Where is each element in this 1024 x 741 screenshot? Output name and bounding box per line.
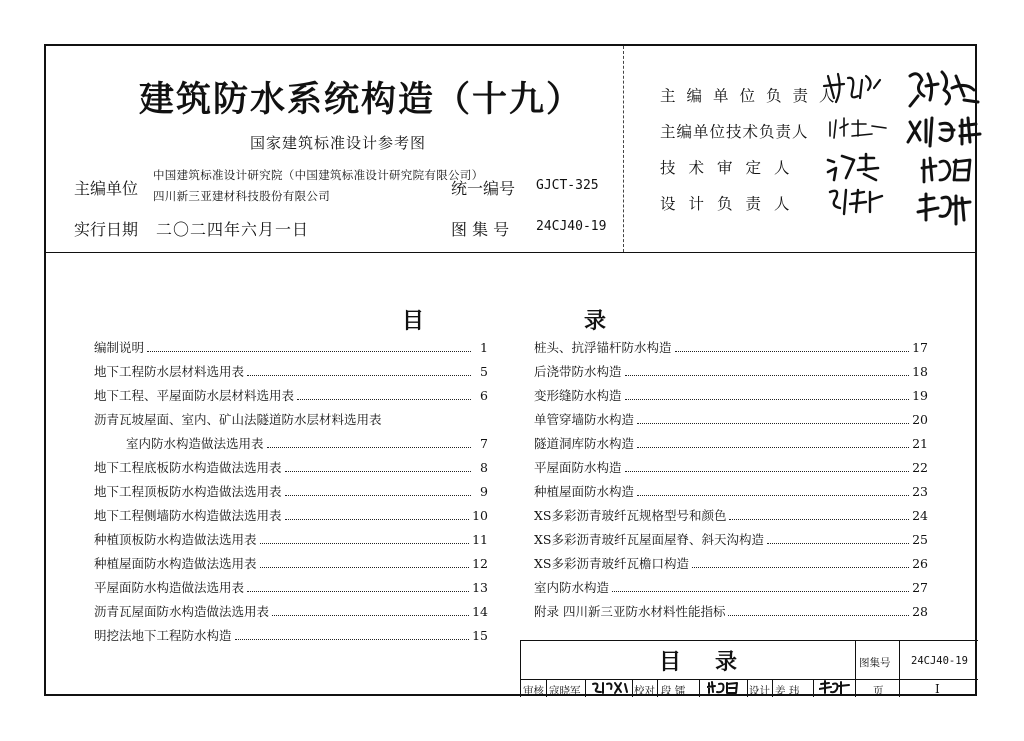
title-block-divider — [899, 641, 900, 697]
toc-entry[interactable] — [534, 580, 928, 596]
check-label: 校对 — [634, 685, 655, 697]
toc-entry[interactable] — [94, 460, 488, 476]
toc-entry[interactable] — [94, 364, 488, 380]
title-block-divider — [772, 679, 773, 697]
resp-label-1: 主编单位负责人 — [660, 87, 846, 105]
toc-entry-page: 23 — [912, 484, 928, 499]
toc-entry-text: 沥青瓦坡屋面、室内、矿山法隧道防水层材料选用表 — [94, 412, 382, 427]
toc-entry-page: 18 — [912, 364, 928, 379]
editor-org-1: 中国建筑标准设计研究院（中国建筑标准设计研究院有限公司） — [153, 168, 484, 182]
toc-entry[interactable] — [534, 436, 928, 452]
toc-entry-page: 11 — [472, 532, 488, 547]
title-block-divider — [546, 679, 547, 697]
resp-label-2: 主编单位技术负责人 — [660, 123, 809, 141]
editor-org-2: 四川新三亚建材科技股份有限公司 — [153, 189, 330, 203]
toc-entry[interactable] — [534, 532, 928, 548]
design-label: 设计 — [749, 685, 770, 697]
review-label: 审核 — [523, 685, 544, 697]
toc-entry[interactable] — [534, 460, 928, 476]
toc-entry[interactable] — [94, 484, 488, 500]
toc-entry-text: 明挖法地下工程防水构造 — [94, 628, 232, 643]
design-name: 姜 玮 — [775, 685, 800, 697]
title-block-divider — [813, 679, 814, 697]
toc-entry[interactable] — [126, 436, 488, 452]
atlas-no-value: 24CJ40-19 — [536, 219, 607, 234]
toc-entry-page: 12 — [472, 556, 488, 571]
date-value: 二〇二四年六月一日 — [156, 220, 310, 239]
toc-entry-text: 地下工程、平屋面防水层材料选用表 — [94, 388, 295, 403]
toc-entry-page: 26 — [912, 556, 928, 571]
toc-entry-page: 9 — [480, 484, 488, 499]
toc-entry[interactable] — [534, 508, 928, 524]
toc-entry[interactable] — [94, 412, 488, 428]
toc-entry-page: 13 — [472, 580, 488, 595]
toc-entry-text: XS多彩沥青玻纤瓦檐口构造 — [534, 556, 689, 571]
toc-entry-text: 单管穿墙防水构造 — [534, 412, 635, 427]
toc-entry[interactable] — [94, 604, 488, 620]
toc-entry[interactable] — [94, 388, 488, 404]
check-signature — [707, 680, 747, 696]
toc-entry-page: 24 — [912, 508, 928, 523]
toc-entry-text: 变形缝防水构造 — [534, 388, 622, 403]
toc-title-left: 目 — [402, 308, 425, 334]
toc-entry-page: 17 — [912, 340, 928, 355]
atlas-no-label: 图 集 号 — [451, 220, 510, 239]
toc-entry-text: 编制说明 — [94, 340, 145, 355]
title-block-divider — [855, 679, 856, 697]
atlas-subtitle: 国家建筑标准设计参考图 — [250, 134, 427, 152]
toc-entry[interactable] — [534, 388, 928, 404]
toc-entry[interactable] — [534, 412, 928, 428]
signature-3a — [824, 150, 894, 186]
title-block-rule — [521, 679, 978, 680]
toc-entry-page: 22 — [912, 460, 928, 475]
page-value: I — [935, 682, 940, 696]
resp-label-4: 设计负责人 — [660, 195, 803, 213]
toc-entry-page: 1 — [480, 340, 488, 355]
toc-entry[interactable] — [94, 532, 488, 548]
title-block-name: 目录 — [659, 649, 772, 675]
toc-entry[interactable] — [94, 508, 488, 524]
title-block-divider — [585, 679, 586, 697]
resp-label-3: 技术审定人 — [660, 159, 803, 177]
toc-entry-page: 10 — [472, 508, 488, 523]
toc-entry-text: 种植顶板防水构造做法选用表 — [94, 532, 257, 547]
title-block-divider — [747, 679, 748, 697]
toc-entry[interactable] — [94, 556, 488, 572]
atlas-title: 建筑防水系统构造（十九） — [139, 79, 584, 120]
toc-entry-text: 后浇带防水构造 — [534, 364, 622, 379]
title-block — [520, 640, 978, 697]
toc-entry-page: 28 — [912, 604, 928, 619]
toc-entry-page: 6 — [480, 388, 488, 403]
signature-4b — [912, 190, 982, 230]
toc-entry-text: 平屋面防水构造做法选用表 — [94, 580, 245, 595]
title-block-divider — [855, 641, 856, 679]
check-name: 段 镭 — [661, 685, 686, 697]
toc-entry-text: 室内防水构造做法选用表 — [126, 436, 264, 451]
toc-entry[interactable] — [534, 364, 928, 380]
toc-entry-text: 桩头、抗浮锚杆防水构造 — [534, 340, 672, 355]
signature-2b — [904, 112, 994, 152]
date-label: 实行日期 — [74, 220, 139, 239]
toc-entry-text: XS多彩沥青玻纤瓦规格型号和颜色 — [534, 508, 727, 523]
toc-entry[interactable] — [534, 604, 928, 620]
toc-entry-text: 附录 四川新三亚防水材料性能指标 — [534, 604, 726, 619]
toc-entry-page: 7 — [480, 436, 488, 451]
unified-no-label: 统一编号 — [451, 179, 516, 198]
toc-entry-text: 隧道洞库防水构造 — [534, 436, 635, 451]
title-block-atlas-label: 图集号 — [859, 657, 891, 669]
toc-entry-text: 地下工程底板防水构造做法选用表 — [94, 460, 282, 475]
page-label: 页 — [873, 685, 884, 697]
toc-title-right: 录 — [584, 308, 607, 334]
toc-entry-text: 种植屋面防水构造做法选用表 — [94, 556, 257, 571]
toc-entry-text: 平屋面防水构造 — [534, 460, 622, 475]
signature-1b — [904, 66, 984, 112]
toc-entry[interactable] — [534, 340, 928, 356]
signature-3b — [918, 152, 988, 188]
toc-entry-text: 地下工程防水层材料选用表 — [94, 364, 245, 379]
toc-entry-text: 室内防水构造 — [534, 580, 610, 595]
header-info — [46, 46, 623, 252]
title-block-divider — [699, 679, 700, 697]
toc-entry-page: 8 — [480, 460, 488, 475]
toc-entry-page: 25 — [912, 532, 928, 547]
toc-entry-text: 地下工程侧墙防水构造做法选用表 — [94, 508, 282, 523]
toc-entry[interactable] — [94, 340, 488, 356]
toc-entry-text: XS多彩沥青玻纤瓦屋面屋脊、斜天沟构造 — [534, 532, 764, 547]
toc-entry[interactable] — [94, 580, 488, 596]
toc-entry-text: 沥青瓦屋面防水构造做法选用表 — [94, 604, 270, 619]
header-block — [46, 46, 977, 253]
toc-entry[interactable] — [94, 628, 488, 644]
unified-no-value: GJCT-325 — [536, 178, 599, 193]
toc-entry[interactable] — [534, 484, 928, 500]
toc-entry-text: 种植屋面防水构造 — [534, 484, 635, 499]
toc-entry-page: 20 — [912, 412, 928, 427]
title-block-atlas-value: 24CJ40-19 — [911, 655, 968, 667]
design-signature — [819, 680, 853, 696]
toc-entry-page: 15 — [472, 628, 488, 643]
signature-2a — [826, 114, 896, 144]
toc-entry-page: 27 — [912, 580, 928, 595]
toc-entry-page: 21 — [912, 436, 928, 451]
toc-entry-page: 14 — [472, 604, 488, 619]
toc-entry-page: 19 — [912, 388, 928, 403]
editor-label: 主编单位 — [74, 179, 139, 198]
drawing-frame — [44, 44, 977, 696]
review-signature — [591, 680, 631, 696]
toc-entry-page: 5 — [480, 364, 488, 379]
signature-4a — [826, 184, 890, 218]
toc-entry[interactable] — [534, 556, 928, 572]
review-name: 寇晓军 — [549, 685, 581, 697]
signature-1a — [822, 68, 886, 108]
header-divider — [623, 46, 624, 252]
title-block-divider — [657, 679, 658, 697]
title-block-divider — [632, 679, 633, 697]
toc-entry-text: 地下工程顶板防水构造做法选用表 — [94, 484, 282, 499]
